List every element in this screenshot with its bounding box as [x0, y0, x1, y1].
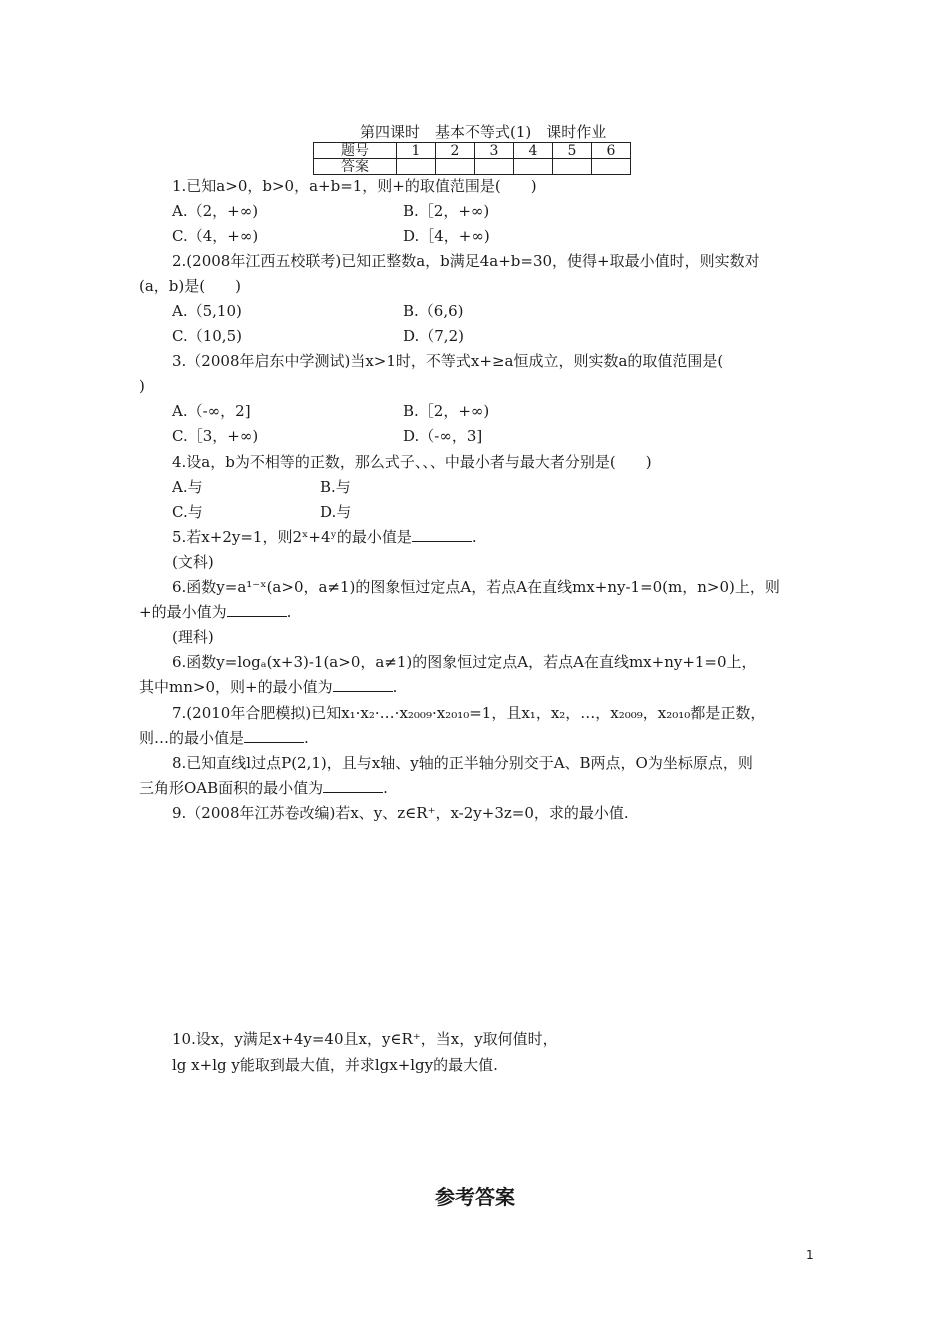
question-8-stem: 8.已知直线l过点P(2,1)，且与x轴、y轴的正半轴分别交于A、B两点，O为坐标原点，则: [172, 754, 753, 772]
question-4-option-c: C.与: [172, 503, 203, 521]
table-row: [314, 159, 631, 175]
answer-blank[interactable]: [323, 780, 383, 793]
page-title: 第四课时 基本不等式(1) 课时作业: [360, 123, 607, 141]
question-10-stem-cont: lg x+lg y能取到最大值，并求lgx+lgy的最大值.: [172, 1056, 498, 1074]
question-7-stem-cont: [139, 729, 309, 747]
answer-blank[interactable]: [227, 604, 287, 617]
question-2-option-d: D.（7,2): [403, 327, 464, 345]
question-number-cell: 2: [436, 143, 475, 159]
question-1-stem: 1.已知a>0，b>0，a+b=1，则+的取值范围是( ): [172, 177, 537, 195]
question-5-stem: [172, 528, 477, 546]
table-header-cell: 答案: [314, 159, 397, 175]
question-9-stem: 9.（2008年江苏卷改编)若x、y、z∈R⁺，x-2y+3z=0，求的最小值.: [172, 804, 629, 822]
answer-blank[interactable]: [412, 529, 472, 542]
question-8-text: 三角形OAB面积的最小值为: [139, 779, 324, 797]
answer-cell[interactable]: [592, 159, 631, 175]
question-7-end: .: [304, 729, 309, 747]
question-4-option-a: A.与: [172, 478, 203, 496]
question-4-option-b: B.与: [320, 478, 351, 496]
question-2-option-b: B.（6,6): [403, 302, 464, 320]
section-tag-like: (理科): [172, 628, 214, 646]
answer-cell[interactable]: [553, 159, 592, 175]
question-10-stem: 10.设x，y满足x+4y=40且x，y∈R⁺，当x，y取何值时，: [172, 1030, 558, 1048]
question-6-wen-end: .: [286, 603, 292, 621]
question-1-option-c: C.（4，+∞): [172, 227, 259, 245]
question-number-cell: 3: [475, 143, 514, 159]
answer-cell[interactable]: [475, 159, 514, 175]
question-6-wen-text: +的最小值为: [139, 603, 227, 621]
question-6-li-text: 其中mn>0，则+的最小值为: [139, 678, 333, 696]
question-3-option-d: D.（-∞，3]: [403, 427, 483, 445]
section-tag-wenke: (文科): [172, 553, 214, 571]
question-number-cell: 4: [514, 143, 553, 159]
question-1-option-b: B.［2，+∞): [403, 202, 490, 220]
question-5-text: 5.若x+2y=1，则2ˣ+4ʸ的最小值是: [172, 528, 412, 546]
question-3-option-b: B.［2，+∞): [403, 402, 490, 420]
answer-table: [313, 142, 631, 175]
answer-cell[interactable]: [397, 159, 436, 175]
question-3-option-c: C.［3，+∞): [172, 427, 259, 445]
answer-cell[interactable]: [436, 159, 475, 175]
answer-cell[interactable]: [514, 159, 553, 175]
question-number-cell: 5: [553, 143, 592, 159]
question-6-li-end: .: [392, 678, 398, 696]
question-4-stem: 4.设a，b为不相等的正数，那么式子、、、中最小者与最大者分别是( ): [172, 453, 652, 471]
question-4-option-d: D.与: [320, 503, 352, 521]
answers-heading: 参考答案: [435, 1185, 515, 1209]
question-8-end: .: [383, 779, 388, 797]
question-8-stem-cont: [139, 779, 388, 797]
table-row: [314, 143, 631, 159]
question-1-option-a: A.（2，+∞): [172, 202, 259, 220]
question-5-end: .: [471, 528, 477, 546]
question-number-cell: 1: [397, 143, 436, 159]
answer-blank[interactable]: [244, 730, 304, 743]
page-number: 1: [806, 1248, 814, 1262]
question-3-stem-cont: ): [139, 377, 145, 395]
question-2-option-a: A.（5,10): [172, 302, 242, 320]
question-2-stem-cont: (a，b)是( ): [139, 277, 241, 295]
question-1-option-d: D.［4，+∞): [403, 227, 490, 245]
answer-blank[interactable]: [333, 679, 393, 692]
question-2-option-c: C.（10,5): [172, 327, 242, 345]
question-3-stem: 3.（2008年启东中学测试)当x>1时，不等式x+≥a恒成立，则实数a的取值范围是(: [172, 352, 724, 370]
question-6-wen-stem: 6.函数y=a¹⁻ˣ(a>0，a≠1)的图象恒过定点A，若点A在直线mx+ny-1=0(m，n>0)上，则: [172, 578, 780, 596]
question-3-option-a: A.（-∞，2]: [172, 402, 251, 420]
table-header-cell: 题号: [314, 143, 397, 159]
question-number-cell: 6: [592, 143, 631, 159]
question-7-text: 则…的最小值是: [139, 729, 245, 747]
question-6-li-stem-cont: [139, 678, 397, 696]
question-6-li-stem: 6.函数y=logₐ(x+3)-1(a>0，a≠1)的图象恒过定点A，若点A在直线mx+ny+1=0上，: [172, 653, 757, 671]
question-2-stem: 2.(2008年江西五校联考)已知正整数a，b满足4a+b=30，使得+取最小值时，则实数对: [172, 252, 760, 270]
question-7-stem: 7.(2010年合肥模拟)已知x₁·x₂·…·x₂₀₀₉·x₂₀₁₀=1，且x₁，x₂，…，x₂₀₀₉，x₂₀₁₀都是正数，: [172, 704, 766, 722]
question-6-wen-stem-cont: [139, 603, 291, 621]
